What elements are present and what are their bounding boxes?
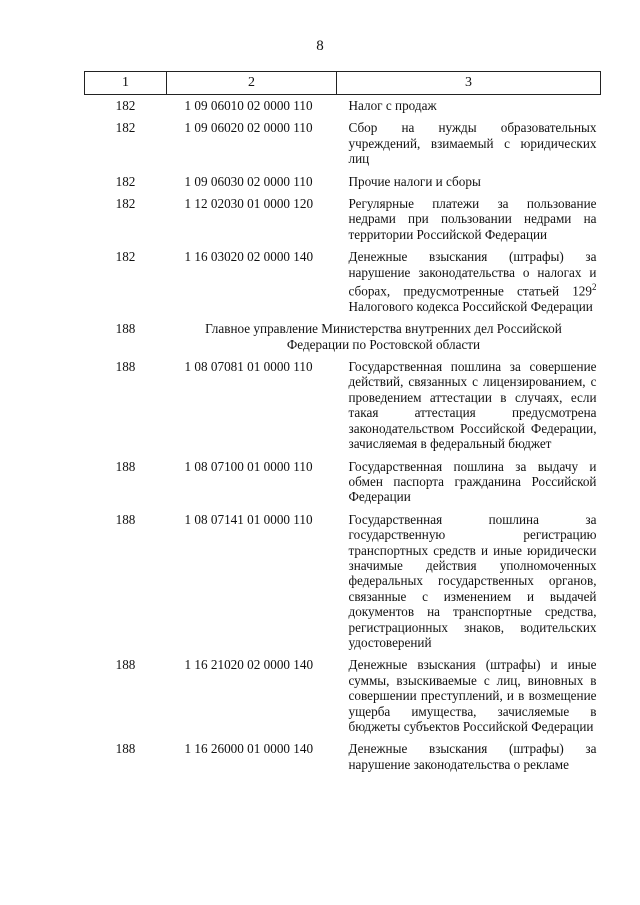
administrator-name: Главное управление Министерства внутренних дел Российской Федерации по Ростовской области: [205, 321, 562, 352]
table-row: [85, 117, 601, 170]
budget-code: 1 08 07081 01 0000 110: [184, 359, 313, 375]
revenue-description: Денежные взыскания (штрафы) и иные суммы, взыскиваемые с лиц, виновных в совершении преступлений, и в возмещение ущерба имущества, зачисляемые в бюджеты субъектов Российской Федерации: [348, 657, 597, 735]
revenue-description: Государственная пошлина за выдачу и обмен паспорта гражданина Российской Федерации: [348, 458, 597, 505]
budget-code: 1 09 06020 02 0000 110: [184, 120, 313, 136]
table-row: [85, 171, 601, 193]
revenue-codes-table: [84, 71, 601, 776]
admin-code: 188: [115, 511, 136, 527]
revenue-description: Сбор на нужды образовательных учреждений, взимаемый с юридических лиц: [348, 120, 597, 167]
admin-code: 188: [115, 321, 136, 337]
budget-code: 1 16 03020 02 0000 140: [184, 249, 314, 265]
table-row: [85, 193, 601, 246]
admin-code: 188: [115, 458, 136, 474]
table-row: [85, 738, 601, 776]
admin-code: 182: [115, 173, 136, 189]
table-header-row: [85, 72, 601, 95]
revenue-description: Денежные взыскания (штрафы) за нарушение законодательства о рекламе: [348, 741, 597, 772]
table-row: [85, 654, 601, 738]
column-header-3: 3: [337, 72, 601, 95]
administrator-header-row: [85, 318, 601, 356]
admin-code: 188: [115, 359, 136, 375]
budget-code: 1 08 07100 01 0000 110: [184, 458, 313, 474]
table-row: [85, 456, 601, 509]
admin-code: 188: [115, 741, 136, 757]
page-number: 8: [316, 38, 324, 54]
table-row: [85, 509, 601, 655]
budget-code: 1 12 02030 01 0000 120: [184, 196, 314, 212]
admin-code: 182: [115, 98, 136, 113]
admin-code: 182: [115, 196, 136, 212]
table-row: [85, 356, 601, 455]
revenue-description: Налог с продаж: [348, 98, 437, 113]
column-header-1: 1: [85, 72, 167, 95]
admin-code: 182: [115, 120, 136, 136]
budget-code: 1 09 06010 02 0000 110: [184, 98, 313, 113]
revenue-description: Государственная пошлина за государственную регистрацию транспортных средств и иные юридически значимые действия уполномоченных федеральных государственных органов, связанные с изменением и выдачей документов на транспортные средства, регистрационных знаков, водительских удостоверений: [348, 511, 597, 650]
article-superscript: 2: [592, 282, 597, 293]
budget-code: 1 16 21020 02 0000 140: [184, 657, 314, 673]
revenue-description: [337, 246, 601, 318]
revenue-description: Регулярные платежи за пользование недрами при пользовании недрами на территории Российской Федерации: [348, 196, 597, 242]
table-row: [85, 246, 601, 318]
column-header-2: 2: [167, 72, 337, 95]
description-text: Налогового кодекса Российской Федерации: [348, 298, 593, 314]
budget-code: 1 08 07141 01 0000 110: [184, 511, 313, 527]
revenue-description: Государственная пошлина за совершение действий, связанных с лицензированием, с проведением аттестации в случаях, если такая аттестация предусмотрена законодательством Российской Федерации, зачисляемая в федеральный бюджет: [348, 359, 597, 452]
budget-code: 1 16 26000 01 0000 140: [184, 741, 314, 757]
admin-code: 182: [115, 249, 136, 265]
description-text: Денежные взыскания (штрафы) за нарушение законодательства о налогах и сборах, предусмотренные статьей 129: [348, 249, 597, 299]
admin-code: 188: [115, 657, 136, 673]
budget-code: 1 09 06030 02 0000 110: [184, 173, 313, 189]
revenue-description: Прочие налоги и сборы: [348, 173, 481, 189]
table-row: [85, 95, 601, 118]
